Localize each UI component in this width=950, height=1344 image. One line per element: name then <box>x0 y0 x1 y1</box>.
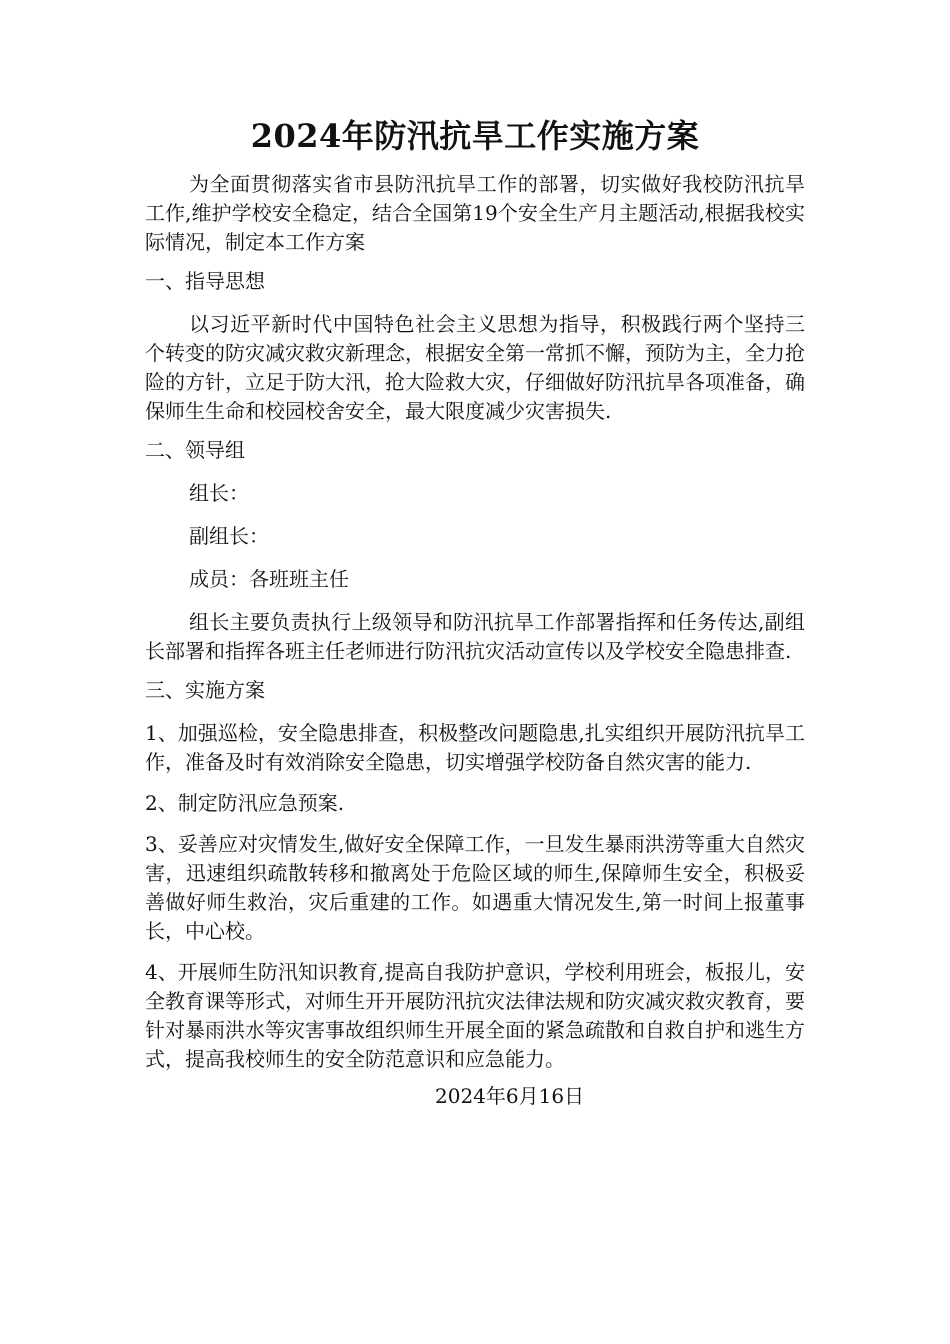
plan-item-1: 1、加强巡检，安全隐患排查，积极整改问题隐患,扎实组织开展防汛抗旱工作，准备及时有效消除安全隐患，切实增强学校防备自然灾害的能力. <box>145 721 805 774</box>
section-heading-leadership-group: 二、领导组 <box>145 438 245 462</box>
group-leader-line: 组长： <box>189 481 249 505</box>
document-date: 2024年6月16日 <box>435 1084 585 1108</box>
section-heading-implementation-plan: 三、实施方案 <box>145 678 265 702</box>
section-heading-guiding-ideology: 一、指导思想 <box>145 269 265 293</box>
deputy-leader-line: 副组长： <box>189 524 269 548</box>
intro-paragraph: 为全面贯彻落实省市县防汛抗旱工作的部署，切实做好我校防汛抗旱工作,维护学校安全稳定，结合全国第19个安全生产月主题活动,根据我校实际情况，制定本工作方案 <box>145 172 805 254</box>
members-line: 成员：各班班主任 <box>189 567 349 591</box>
guiding-ideology-paragraph: 以习近平新时代中国特色社会主义思想为指导，积极践行两个坚持三个转变的防灾减灾救灾新理念，根据安全第一常抓不懈，预防为主，全力抢险的方针，立足于防大汛，抢大险救大灾，仔细做好防汛抗旱各项准备，确保师生生命和校园校舍安全，最大限度减少灾害损失. <box>145 312 805 423</box>
leadership-duties-paragraph: 组长主要负责执行上级领导和防汛抗旱工作部署指挥和任务传达,副组长部署和指挥各班主任老师进行防汛抗灾活动宣传以及学校安全隐患排查. <box>145 610 805 663</box>
plan-item-4: 4、开展师生防汛知识教育,提高自我防护意识，学校利用班会，板报儿，安全教育课等形式，对师生开开展防汛抗灾法律法规和防灾减灾救灾教育，要针对暴雨洪水等灾害事故组织师生开展全面的紧急疏散和自救自护和逃生方式，提高我校师生的安全防范意识和应急能力。 <box>145 960 805 1071</box>
plan-item-3: 3、妥善应对灾情发生,做好安全保障工作，一旦发生暴雨洪涝等重大自然灾害，迅速组织疏散转移和撤离处于危险区域的师生,保障师生安全，积极妥善做好师生救治，灾后重建的工作。如遇重大情况发生,第一时间上报董事长，中心校。 <box>145 832 805 943</box>
document-title: 2024年防汛抗旱工作实施方案 <box>250 117 700 155</box>
document-page <box>145 110 805 1111</box>
plan-item-2: 2、制定防汛应急预案. <box>145 791 345 815</box>
